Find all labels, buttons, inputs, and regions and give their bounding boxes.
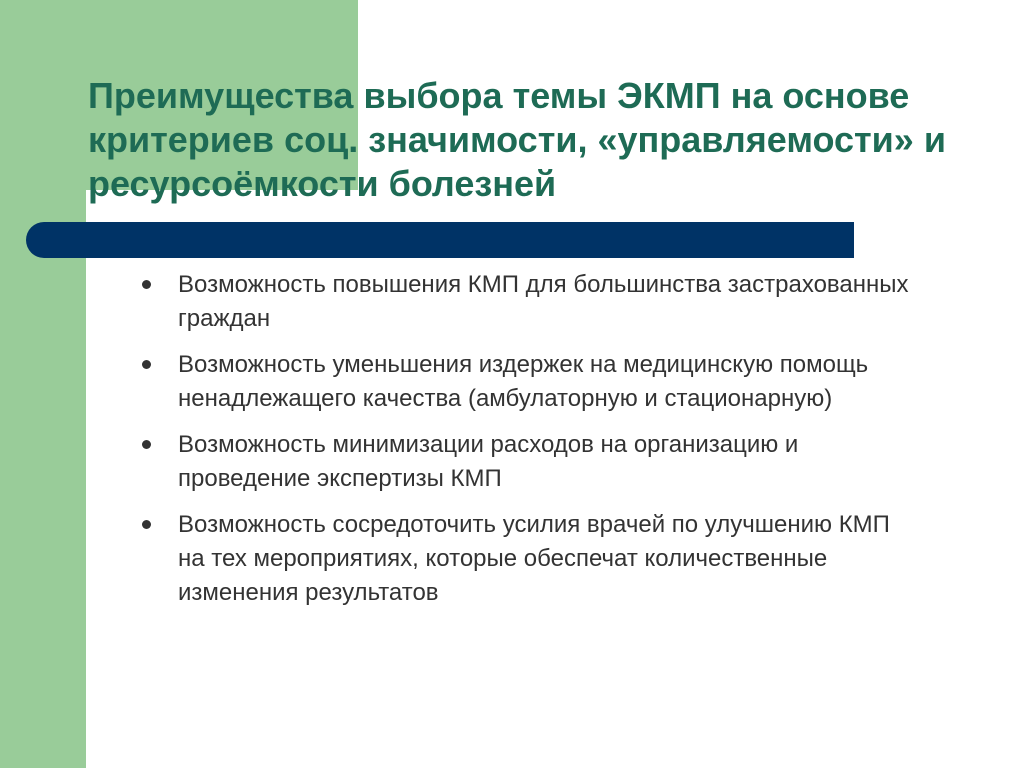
bullet-list	[140, 268, 920, 622]
decorative-green-strip	[0, 0, 86, 768]
bullet-item	[140, 508, 920, 610]
bullet-text: Возможность повышения КМП для большинства застрахованных граждан	[178, 271, 909, 332]
bullet-dot-icon	[142, 280, 151, 289]
bullet-text: Возможность уменьшения издержек на медицинскую помощь ненадлежащего качества (амбулаторную и стационарную)	[178, 351, 869, 412]
bullet-dot-icon	[142, 360, 151, 369]
bullet-text: Возможность сосредоточить усилия врачей по улучшению КМП на тех мероприятиях, которые обеспечат количественные изменения результатов	[178, 511, 890, 606]
bullet-item	[140, 428, 920, 496]
bullet-text: Возможность минимизации расходов на организацию и проведение экспертизы КМП	[178, 431, 799, 492]
bullet-item	[140, 348, 920, 416]
bullet-dot-icon	[142, 520, 151, 529]
bullet-item	[140, 268, 920, 336]
title-underline-bar	[26, 222, 854, 258]
bullet-dot-icon	[142, 440, 151, 449]
slide-title: Преимущества выбора темы ЭКМП на основе критериев соц. значимости, «управляемости» и ресурсоёмкости болезней	[88, 75, 946, 204]
